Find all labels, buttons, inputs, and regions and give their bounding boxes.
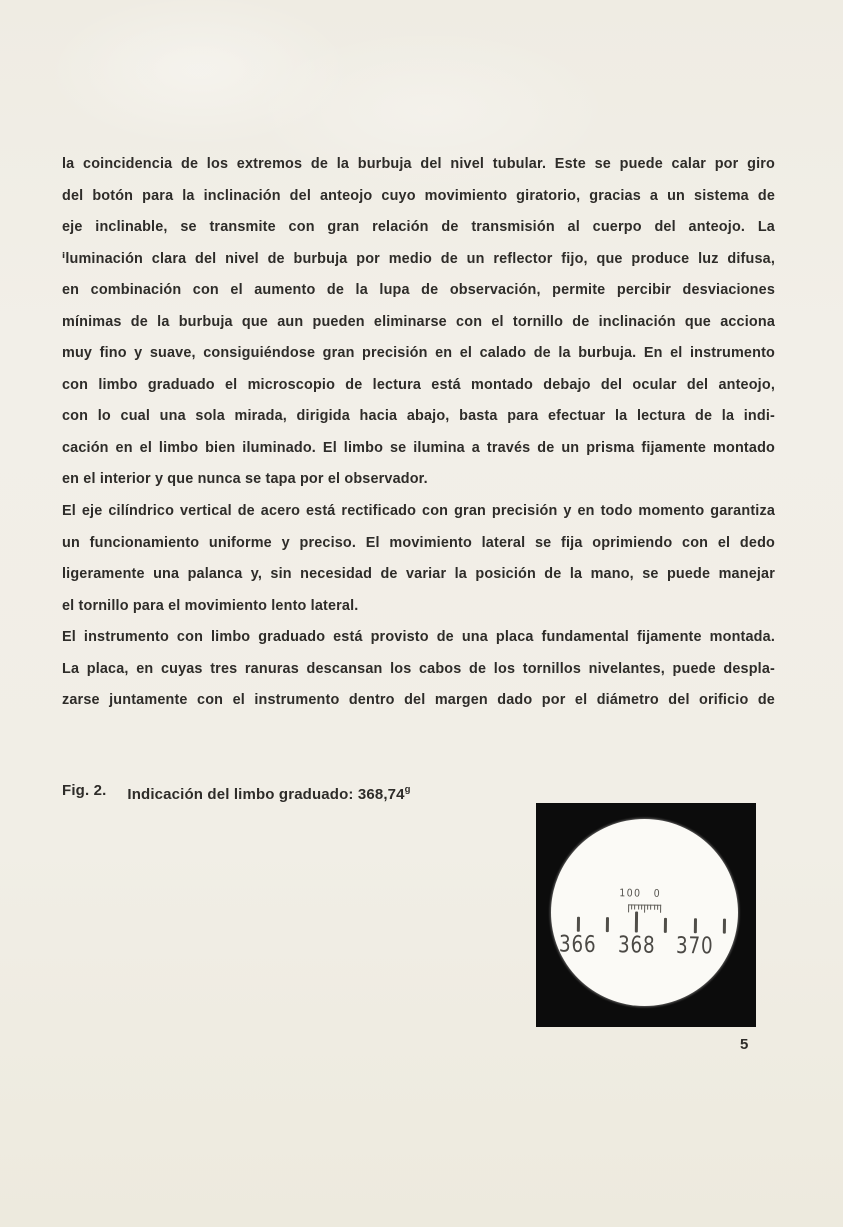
- body-line: El eje cilíndrico vertical de acero está rectificado con gran precisión y en todo momento garantiza: [62, 503, 775, 520]
- body-line: en el interior y que nunca se tapa por el observador.: [62, 471, 428, 488]
- limb-tick-371: [723, 919, 726, 934]
- limb-tick-366: [576, 917, 579, 932]
- body-line: zarse juntamente con el instrumento dentro del margen dado por el diámetro del orificio de: [62, 692, 775, 709]
- figure-caption: [62, 780, 542, 806]
- micrometer-tick: [644, 905, 645, 913]
- limb-label-366: 366: [558, 931, 597, 959]
- body-line: en combinación con el aumento de la lupa de observación, permite percibir desviaciones: [62, 282, 775, 299]
- micrometer-tick: [628, 904, 629, 912]
- body-line: mínimas de la burbuja que aun pueden eliminarse con el tornillo de inclinación que acciona: [62, 313, 775, 330]
- micrometer-ruler: [628, 904, 661, 914]
- micrometer-label-0: 0: [653, 887, 662, 900]
- micrometer-tick: [647, 905, 648, 910]
- body-line: La placa, en cuyas tres ranuras descansan los cabos de los tornillos nivelantes, puede despla-: [62, 660, 775, 677]
- figure-caption-label: Fig. 2.: [62, 782, 107, 799]
- micrometer-tick: [638, 905, 639, 910]
- gon-superscript: g: [404, 784, 411, 795]
- body-line: cación en el limbo bien iluminado. El limbo se ilumina a través de un prisma fijamente montado: [62, 439, 775, 456]
- body-line: del botón para la inclinación del anteojo cuyo movimiento giratorio, gracias a un sistema de: [62, 187, 775, 204]
- body-line: la coincidencia de los extremos de la burbuja del nivel tubular. Este se puede calar por giro: [62, 156, 775, 172]
- limb-label-368: 368: [617, 932, 656, 959]
- micrometer-tick: [631, 904, 632, 909]
- micrometer-tick: [635, 904, 636, 909]
- page-number: 5: [740, 1036, 749, 1053]
- body-line: con lo cual una sola mirada, dirigida hacia abajo, basta para efectuar la lectura de la indi-: [62, 408, 775, 425]
- limb-tick-369: [664, 918, 667, 933]
- limb-microscope-figure: [536, 803, 756, 1027]
- body-line: el tornillo para el movimiento lento lateral.: [62, 597, 359, 614]
- limb-tick-367: [606, 917, 609, 932]
- body-line: El instrumento con limbo graduado está provisto de una placa fundamental fijamente montada.: [62, 629, 775, 646]
- figure-caption-text: Indicación del limbo graduado: 368,74$^g$: [127, 784, 411, 803]
- micrometer-tick: [641, 905, 642, 910]
- body-line: muy fino y suave, consiguiéndose gran precisión en el calado de la burbuja. En el instrumento: [62, 345, 775, 362]
- micrometer-label-100: 100: [619, 887, 642, 900]
- body-line: ⁱluminación clara del nivel de burbuja por medio de un reflector fijo, que produce luz difusa,: [62, 250, 775, 267]
- limb-tick-370: [694, 918, 697, 933]
- micrometer-tick: [651, 905, 652, 910]
- body-line: un funcionamiento uniforme y preciso. El movimiento lateral se fija oprimiendo con el dedo: [62, 534, 775, 551]
- limb-label-370: 370: [675, 932, 714, 960]
- body-line: ligeramente una palanca y, sin necesidad de variar la posición de la mano, se puede manejar: [62, 566, 775, 583]
- graduated-scale-group: [535, 802, 758, 1029]
- micrometer-tick: [654, 905, 655, 910]
- micrometer-tick: [660, 905, 661, 913]
- limb-tick-368: [635, 911, 638, 932]
- micrometer-tick: [657, 905, 658, 910]
- body-line: con limbo graduado el microscopio de lectura está montado debajo del ocular del anteojo,: [62, 376, 775, 393]
- body-text: [62, 149, 775, 717]
- body-line: eje inclinable, se transmite con gran relación de transmisión al cuerpo del anteojo. La: [62, 219, 775, 236]
